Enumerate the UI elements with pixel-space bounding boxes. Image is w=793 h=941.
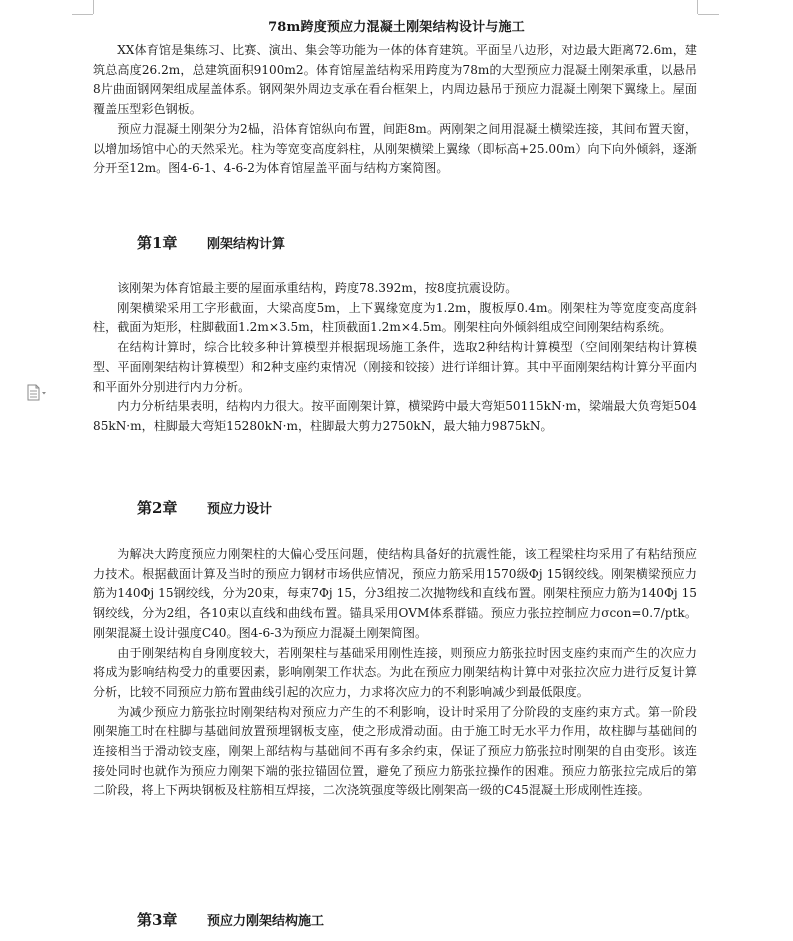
chapter-2-paragraph-2: 由于刚架结构自身刚度较大，若刚架柱与基础采用刚性连接，则预应力筋张拉时因支座约束而产生的次应力将成为影响结构受力的重要因素，影响刚架工作状态。为此在预应力刚架结构计算中对张拉次应力进行反复计算分析，比较不同预应力筋布置曲线引起的次应力，力求将次应力的不利影响减少到最低限度。 bbox=[93, 645, 697, 699]
margin-mark-top-left-v bbox=[93, 0, 94, 14]
margin-mark-top-left-h bbox=[72, 14, 93, 15]
chapter-3-number: 第3章 bbox=[137, 911, 178, 929]
chapter-3-title: 预应力刚架结构施工 bbox=[207, 914, 325, 929]
intro-paragraph-1: XX体育馆是集练习、比赛、演出、集会等功能为一体的体育建筑。平面呈八边形，对边最大距离72.6m，建筑总高度26.2m，总建筑面积9100m2。体育馆屋盖结构采用跨度为78m的大型预应力混凝土刚架承重，以悬吊8片曲面钢网架组成屋盖体系。钢网架外周边支承在看台框架上，内周边悬吊于预应力混凝土刚架下翼缘上。屋面覆盖压型彩色钢板。 bbox=[93, 43, 697, 117]
chapter-1-heading bbox=[137, 232, 285, 253]
chapter-3-heading bbox=[137, 909, 324, 930]
chapter-2-paragraph-3: 为减少预应力筋张拉时刚架结构对预应力产生的不利影响，设计时采用了分阶段的支座约束方式。第一阶段刚架施工时在柱脚与基础间放置预埋钢板支座，使之形成滑动面。由于施工时无水平力作用，故柱脚与基础间的连接相当于滑动铰支座，刚架上部结构与基础间不再有多余约束，保证了预应力筋张拉时刚架的自由变形。该连接处同时也就作为预应力刚架下端的张拉锚固位置，避免了预应力筋张拉操作的困难。预应力筋张拉完成后的第二阶段，将上下两块钢板及柱筋相互焊接，二次浇筑强度等级比刚架高一级的C45混凝土形成刚性连接。 bbox=[93, 704, 697, 798]
chapter-2-number: 第2章 bbox=[137, 499, 178, 517]
margin-mark-top-right-v bbox=[697, 0, 698, 14]
chapter-1-body bbox=[93, 279, 697, 437]
chapter-2-heading bbox=[137, 497, 272, 518]
margin-mark-top-right-h bbox=[698, 14, 719, 15]
document-title: 78m跨度预应力混凝土刚架结构设计与施工 bbox=[268, 20, 525, 35]
chapter-1-paragraph-2: 刚架横梁采用工字形截面，大梁高度5m，上下翼缘宽度为1.2m，腹板厚0.4m。刚架柱为等宽度变高度斜柱，截面为矩形，柱脚截面1.2m×3.5m，柱顶截面1.2m×4.5m。刚架柱向外倾斜组成空间刚架结构系统。 bbox=[93, 300, 697, 335]
document-icon[interactable] bbox=[26, 384, 48, 402]
chapter-2-title: 预应力设计 bbox=[207, 502, 273, 517]
chapter-1-number: 第1章 bbox=[137, 234, 178, 252]
chapter-2-paragraph-1: 为解决大跨度预应力刚架柱的大偏心受压问题，使结构具备好的抗震性能，该工程梁柱均采用了有粘结预应力技术。根据截面计算及当时的预应力钢材市场供应情况，预应力筋采用1570级Φj 15钢绞线。刚架横梁预应力筋为140Φj 15钢绞线，分为20束，每束7Φj 15，分3组按二次抛物线和直线布置。刚架柱预应力筋为140Φj 15钢绞线，分为2组，各10束以直线和曲线布置。锚具采用OVM体系群锚。预应力张拉控制应力σcon=0.7/ptk。刚架混凝土设计强度C40。图4-6-3为预应力混凝土刚架简图。 bbox=[93, 547, 697, 640]
chapter-1-title: 刚架结构计算 bbox=[207, 237, 286, 252]
intro-section bbox=[93, 41, 697, 179]
intro-paragraph-2: 预应力混凝土刚架分为2榀，沿体育馆纵向布置，间距8m。两刚架之间用混凝土横梁连接，其间布置天窗，以增加场馆中心的天然采光。柱为等宽变高度斜柱，从刚架横梁上翼缘（即标高+25.00m）向下向外倾斜，逐渐分开至12m。图4-6-1、4-6-2为体育馆屋盖平面与结构方案简图。 bbox=[93, 121, 697, 176]
chapter-1-paragraph-4: 内力分析结果表明，结构内力很大。按平面刚架计算，横梁跨中最大弯矩50115kN·m，梁端最大负弯矩50485kN·m，柱脚最大弯矩15280kN·m，柱脚最大剪力2750kN，最大轴力9875kN。 bbox=[93, 399, 697, 433]
chapter-2-body bbox=[93, 545, 697, 801]
chapter-1-paragraph-3: 在结构计算时，综合比较多种计算模型并根据现场施工条件，选取2种结构计算模型（空间刚架结构计算模型、平面刚架结构计算模型）和2种支座约束情况（刚接和铰接）进行详细计算。其中平面刚架结构计算分平面内和平面外分别进行内力分析。 bbox=[93, 340, 697, 394]
chapter-1-paragraph-1: 该刚架为体育馆最主要的屋面承重结构，跨度78.392m，按8度抗震设防。 bbox=[117, 281, 518, 295]
